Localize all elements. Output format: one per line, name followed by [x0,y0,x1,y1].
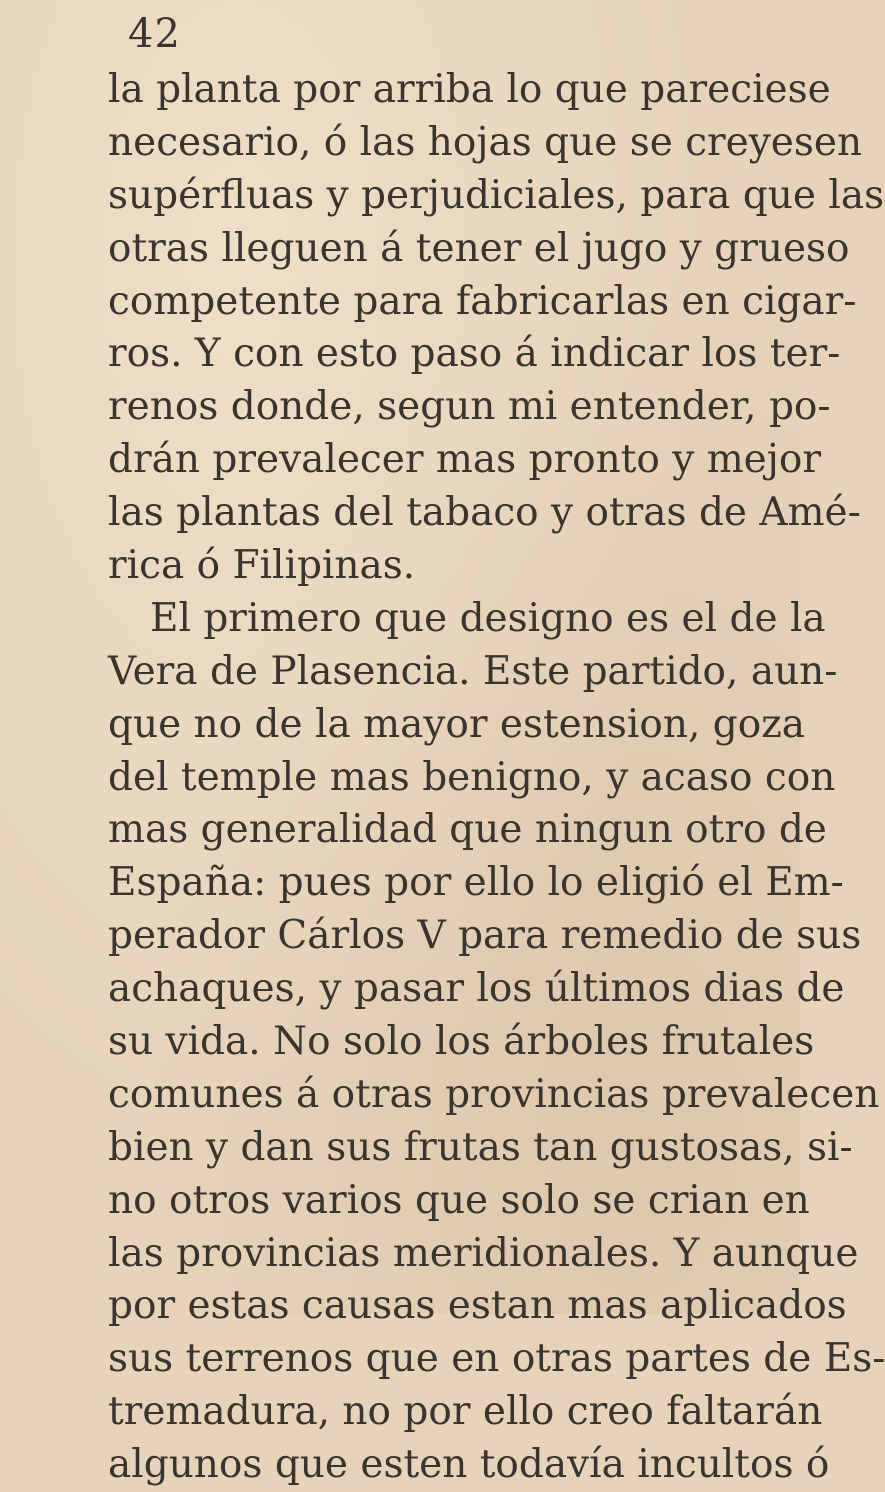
text-line: sus terrenos que en otras partes de Es- [108,1336,885,1382]
text-line: que no de la mayor estension, goza [108,701,805,747]
text-line: competente para fabricarlas en cigar- [108,278,857,324]
text-line: no otros varios que solo se crian en [108,1177,810,1223]
text-line: las provincias meridionales. Y aunque [108,1230,859,1276]
text-line: supérfluas y perjudiciales, para que las [108,172,885,218]
text-line: drán prevalecer mas pronto y mejor [108,437,821,483]
text-line: otras lleguen á tener el jugo y grueso [108,225,850,271]
text-line: achaques, y pasar los últimos dias de [108,966,845,1012]
text-line: España: pues por ello lo eligió el Em- [108,860,844,906]
text-line: necesario, ó las hojas que se creyesen [108,119,863,165]
text-line: perador Cárlos V para remedio de sus [108,913,862,959]
text-line: del temple mas benigno, y acaso con [108,754,836,800]
page-number: 42 [128,11,181,57]
text-line: las plantas del tabaco y otras de Amé- [108,490,861,536]
text-line: su vida. No solo los árboles frutales [108,1019,815,1065]
text-line: renos donde, segun mi entender, po- [108,384,831,430]
text-line: tremadura, no por ello creo faltarán [108,1389,823,1435]
text-line: algunos que esten todavía incultos ó [108,1442,830,1488]
text-line: mas generalidad que ningun otro de [108,807,827,853]
text-line: ros. Y con esto paso á indicar los ter- [108,331,841,377]
page-body-text [108,64,885,1492]
paragraph-2 [108,593,885,1492]
text-line: por estas causas estan mas aplicados [108,1283,847,1329]
text-line: la planta por arriba lo que pareciese [108,67,831,112]
paragraph-1 [108,64,885,593]
text-line: bien y dan sus frutas tan gustosas, si- [108,1124,853,1170]
text-line: rica ó Filipinas. [108,543,416,589]
text-line: El primero que designo es el de la [150,595,826,641]
text-line: Vera de Plasencia. Este partido, aun- [108,648,838,694]
text-line: comunes á otras provincias prevalecen [108,1071,880,1117]
